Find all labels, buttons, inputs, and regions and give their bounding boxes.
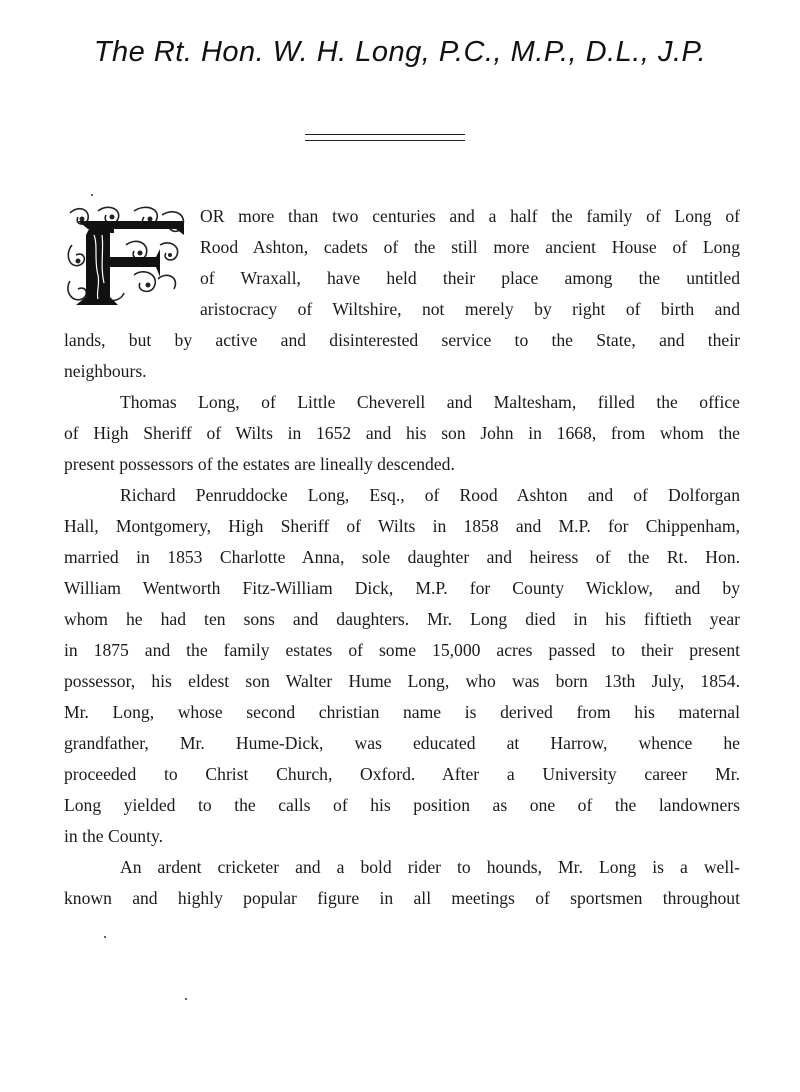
text-line: Hall, Montgomery, High Sheriff of Wilts in 1858 and M.P. for Chippenham, [64,516,740,536]
text-line: Mr. Long, whose second christian name is derived from his maternal [64,702,740,722]
text-line: aristocracy of Wiltshire, not merely by right of birth and [200,299,740,319]
text-line: neighbours. [64,361,147,381]
text-line: Long yielded to the calls of his position as one of the landowners [64,795,740,815]
paragraph-cricketer [64,852,740,914]
title-rule-lower [305,140,465,141]
text-line: of Wraxall, have held their place among the untitled [200,268,740,288]
text-line: grandfather, Mr. Hume-Dick, was educated at Harrow, whence he [64,733,740,753]
text-line: Richard Penruddocke Long, Esq., of Rood Ashton and of Dolforgan [120,485,740,505]
text-line: William Wentworth Fitz-William Dick, M.P. for County Wicklow, and by [64,578,740,598]
title-rule-upper [305,134,465,135]
text-line: Rood Ashton, cadets of the still more ancient House of Long [200,237,740,257]
text-line: lands, but by active and disinterested service to the State, and their [64,330,740,350]
page-title: The Rt. Hon. W. H. Long, P.C., M.P., D.L., J.P. [93,36,707,68]
text-line: whom he had ten sons and daughters. Mr. Long died in his fiftieth year [64,609,740,629]
text-line: Thomas Long, of Little Cheverell and Maltesham, filled the office [120,392,740,412]
text-line: OR more than two centuries and a half the family of Long of [200,206,740,226]
text-line: possessor, his eldest son Walter Hume Long, who was born 13th July, 1854. [64,671,740,691]
text-line: married in 1853 Charlotte Anna, sole daughter and heiress of the Rt. Hon. [64,547,740,567]
text-line: known and highly popular figure in all meetings of sportsmen throughout [64,888,740,908]
text-line: An ardent cricketer and a bold rider to hounds, Mr. Long is a well- [120,857,740,877]
scan-speck [91,194,93,196]
text-line: proceeded to Christ Church, Oxford. After a University career Mr. [64,764,740,784]
scan-speck [185,998,187,1000]
text-line: present possessors of the estates are lineally descended. [64,454,455,474]
scan-speck [104,936,106,938]
text-line: of High Sheriff of Wilts in 1652 and his son John in 1668, from whom the [64,423,740,443]
paragraph-richard-long [64,480,740,852]
text-line: in the County. [64,826,164,846]
text-line: in 1875 and the family estates of some 15,000 acres passed to their present [64,640,740,660]
paragraph-thomas-long [64,387,740,480]
opening-paragraph [64,201,740,387]
